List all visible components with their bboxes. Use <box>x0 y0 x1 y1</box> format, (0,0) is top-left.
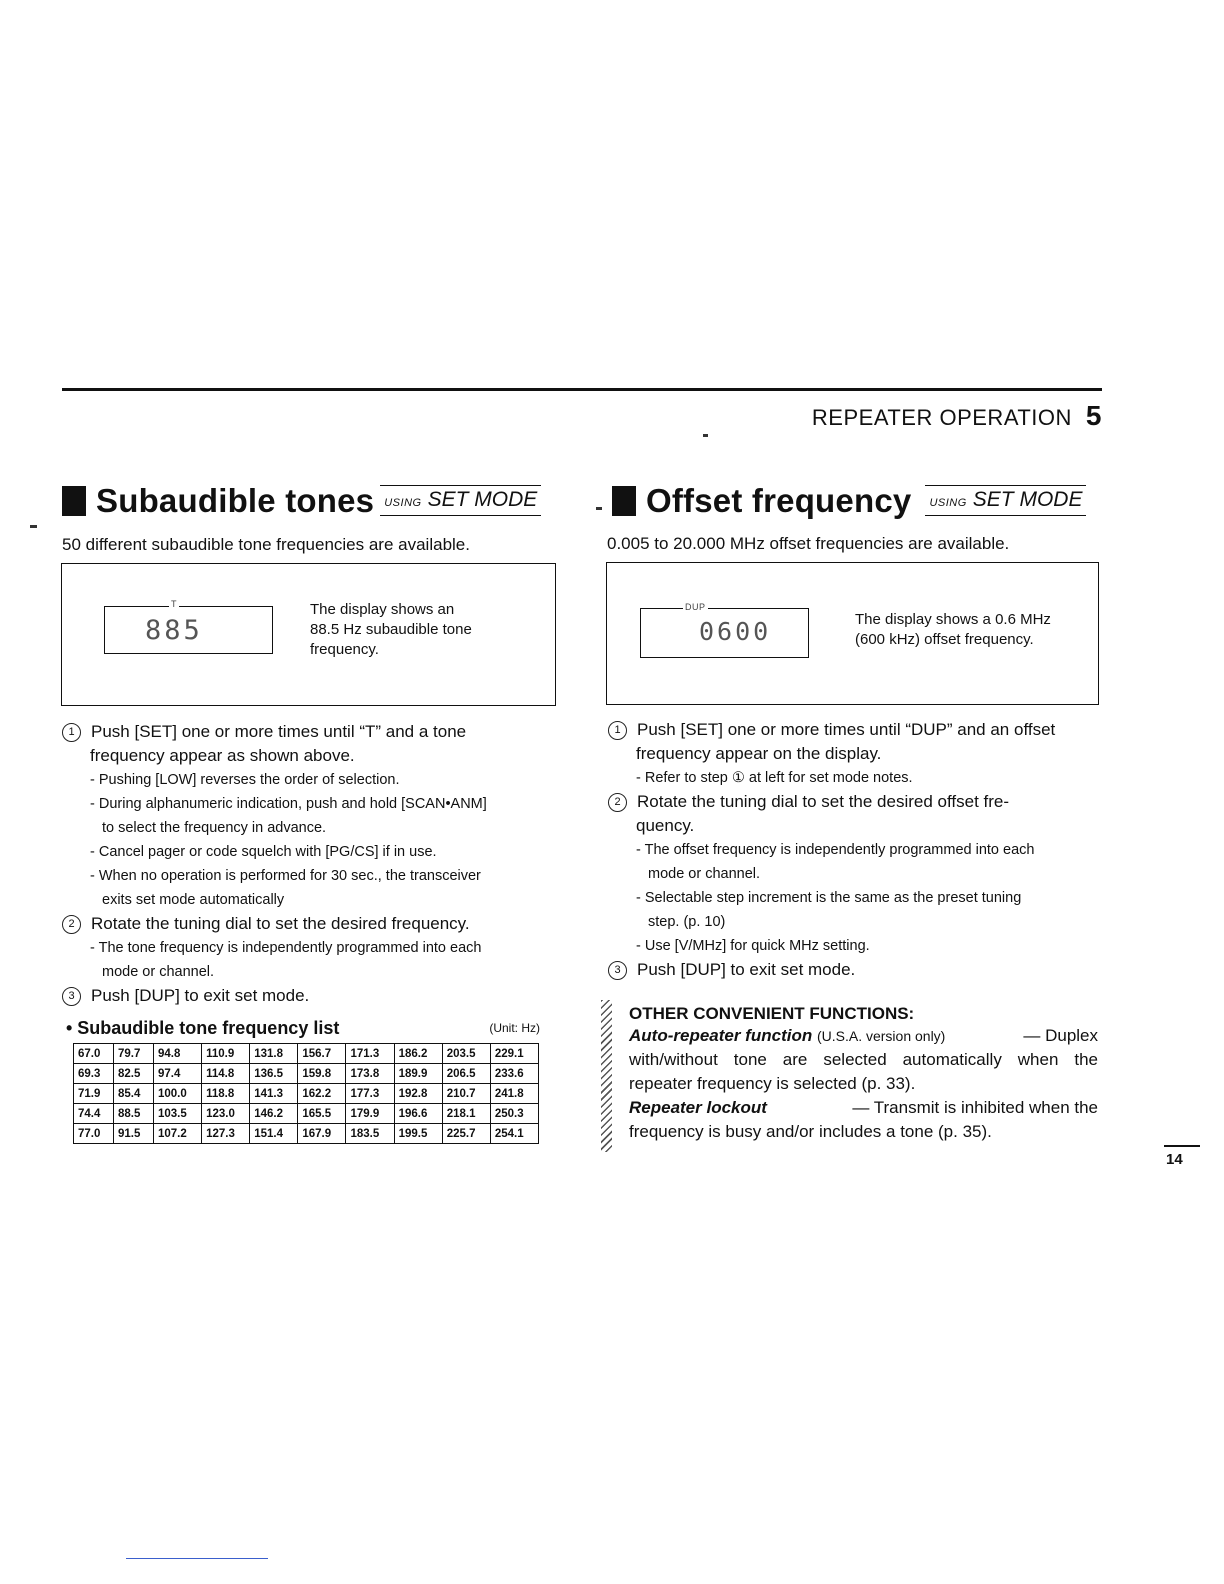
table-cell: 100.0 <box>153 1084 201 1104</box>
table-cell: 91.5 <box>113 1124 153 1144</box>
step-number-icon: 3 <box>62 987 81 1006</box>
table-cell: 162.2 <box>298 1084 346 1104</box>
table-cell: 165.5 <box>298 1104 346 1124</box>
left-steps <box>62 720 556 1008</box>
table-cell: 173.8 <box>346 1064 394 1084</box>
table-cell: 189.9 <box>394 1064 442 1084</box>
table-cell: 177.3 <box>346 1084 394 1104</box>
table-cell: 127.3 <box>202 1124 250 1144</box>
step-3: 3 Push [DUP] to exit set mode. <box>62 984 556 1008</box>
step-number-icon: 2 <box>62 915 81 934</box>
table-row <box>74 1104 539 1124</box>
table-cell: 183.5 <box>346 1124 394 1144</box>
scan-speck <box>30 525 37 528</box>
left-section-title <box>62 482 541 520</box>
table-cell: 118.8 <box>202 1084 250 1104</box>
bottom-rule <box>126 1558 268 1559</box>
step-number-icon: 3 <box>608 961 627 980</box>
other-functions: OTHER CONVENIENT FUNCTIONS: Auto-repeater function (U.S.A. version only) — Duplex with/without tone are selected automatically when the repeater frequency is selected (p. 33). Repeater lockout — Transmit is inhibited when the frequency is busy and/or includes a tone (p. 35). <box>629 1004 1098 1141</box>
lcd-display <box>640 602 809 658</box>
table-row <box>74 1084 539 1104</box>
right-section-title <box>612 482 1086 520</box>
other-functions-title: OTHER CONVENIENT FUNCTIONS: <box>629 1004 915 1023</box>
tone-table-unit: (Unit: Hz) <box>489 1021 540 1035</box>
table-cell: 69.3 <box>74 1064 114 1084</box>
left-intro: 50 different subaudible tone frequencies are available. <box>62 535 470 554</box>
tone-frequency-table <box>73 1043 539 1144</box>
table-cell: 167.9 <box>298 1124 346 1144</box>
table-cell: 179.9 <box>346 1104 394 1124</box>
step-number-icon: 1 <box>62 723 81 742</box>
table-cell: 71.9 <box>74 1084 114 1104</box>
lcd-display <box>104 599 273 654</box>
table-cell: 171.3 <box>346 1044 394 1064</box>
table-cell: 146.2 <box>250 1104 298 1124</box>
table-cell: 107.2 <box>153 1124 201 1144</box>
table-cell: 218.1 <box>442 1104 490 1124</box>
table-cell: 156.7 <box>298 1044 346 1064</box>
table-cell: 82.5 <box>113 1064 153 1084</box>
table-cell: 203.5 <box>442 1044 490 1064</box>
using-set-mode-label: USING SET MODE <box>925 485 1086 516</box>
tone-table-title: • Subaudible tone frequency list <box>66 1018 340 1038</box>
table-row <box>74 1064 539 1084</box>
left-title-text: Subaudible tones <box>96 482 375 519</box>
table-cell: 159.8 <box>298 1064 346 1084</box>
table-cell: 136.5 <box>250 1064 298 1084</box>
table-cell: 85.4 <box>113 1084 153 1104</box>
table-cell: 196.6 <box>394 1104 442 1124</box>
tone-table-header <box>66 1018 540 1039</box>
using-set-mode-label: USING SET MODE <box>380 485 541 516</box>
step-1: 1 Push [SET] one or more times until “DUP” and an offset frequency appear on the display. <box>608 718 1098 766</box>
table-cell: 186.2 <box>394 1044 442 1064</box>
page-number-rule <box>1164 1145 1200 1147</box>
table-cell: 131.8 <box>250 1044 298 1064</box>
top-rule <box>62 388 1102 391</box>
table-cell: 233.6 <box>490 1064 538 1084</box>
table-cell: 206.5 <box>442 1064 490 1084</box>
table-cell: 67.0 <box>74 1044 114 1064</box>
scan-speck <box>703 434 708 437</box>
table-cell: 254.1 <box>490 1124 538 1144</box>
table-cell: 110.9 <box>202 1044 250 1064</box>
step-2: 2 Rotate the tuning dial to set the desired offset fre- quency. <box>608 790 1098 838</box>
step-1: 1 Push [SET] one or more times until “T” and a tone frequency appear as shown above. <box>62 720 556 768</box>
table-row <box>74 1124 539 1144</box>
step-3: 3 Push [DUP] to exit set mode. <box>608 958 1098 982</box>
table-cell: 225.7 <box>442 1124 490 1144</box>
table-cell: 88.5 <box>113 1104 153 1124</box>
table-cell: 192.8 <box>394 1084 442 1104</box>
table-cell: 151.4 <box>250 1124 298 1144</box>
section-bullet-icon <box>62 486 86 516</box>
table-cell: 103.5 <box>153 1104 201 1124</box>
table-cell: 77.0 <box>74 1124 114 1144</box>
right-display-caption: The display shows a 0.6 MHz (600 kHz) offset frequency. <box>855 611 1051 648</box>
table-cell: 210.7 <box>442 1084 490 1104</box>
table-cell: 250.3 <box>490 1104 538 1124</box>
lcd-digits: 885 <box>145 615 203 646</box>
tone-annunciator-icon: T <box>171 599 177 609</box>
chapter-number: 5 <box>1085 400 1102 431</box>
table-cell: 74.4 <box>74 1104 114 1124</box>
table-cell: 114.8 <box>202 1064 250 1084</box>
lcd-digits: 0600 <box>699 617 772 646</box>
table-cell: 141.3 <box>250 1084 298 1104</box>
chapter-header <box>812 400 1102 432</box>
table-cell: 123.0 <box>202 1104 250 1124</box>
step-2-notes: - The tone frequency is independently programmed into each mode or channel. <box>90 940 482 980</box>
scan-speck <box>596 507 602 510</box>
right-steps <box>608 718 1098 982</box>
table-cell: 229.1 <box>490 1044 538 1064</box>
left-display-caption: The display shows an 88.5 Hz subaudible tone frequency. <box>310 601 472 658</box>
step-number-icon: 1 <box>608 721 627 740</box>
table-cell: 241.8 <box>490 1084 538 1104</box>
page-number: 14 <box>1166 1151 1183 1168</box>
dup-annunciator-icon: DUP <box>685 602 706 612</box>
right-intro: 0.005 to 20.000 MHz offset frequencies are available. <box>607 534 1010 553</box>
step-number-icon: 2 <box>608 793 627 812</box>
section-bullet-icon <box>612 486 636 516</box>
right-display-box <box>606 562 1099 705</box>
table-cell: 79.7 <box>113 1044 153 1064</box>
left-display-box <box>61 563 556 706</box>
table-cell: 199.5 <box>394 1124 442 1144</box>
chapter-title: REPEATER OPERATION <box>811 405 1072 430</box>
step-2-notes: - The offset frequency is independently programmed into each mode or channel. - Selectable step increment is the same as the preset tuning step. (p. 10) - Use [V/MHz] for quick MHz setting. <box>636 842 1035 954</box>
step-1-notes: - Pushing [LOW] reverses the order of selection. - During alphanumeric indication, push and hold [SCAN•ANM] to select the frequency in advance. - Cancel pager or code squelch with [PG/CS] if in use. - When no operation is performed for 30 sec., the transceiver exits set mode automatically <box>90 772 487 908</box>
step-1-notes: - Refer to step ① at left for set mode notes. <box>636 770 913 786</box>
right-title-text: Offset frequency <box>646 482 912 519</box>
table-cell: 97.4 <box>153 1064 201 1084</box>
step-2: 2 Rotate the tuning dial to set the desired frequency. <box>62 912 556 936</box>
table-row <box>74 1044 539 1064</box>
table-cell: 94.8 <box>153 1044 201 1064</box>
hatch-bar <box>601 1000 612 1152</box>
